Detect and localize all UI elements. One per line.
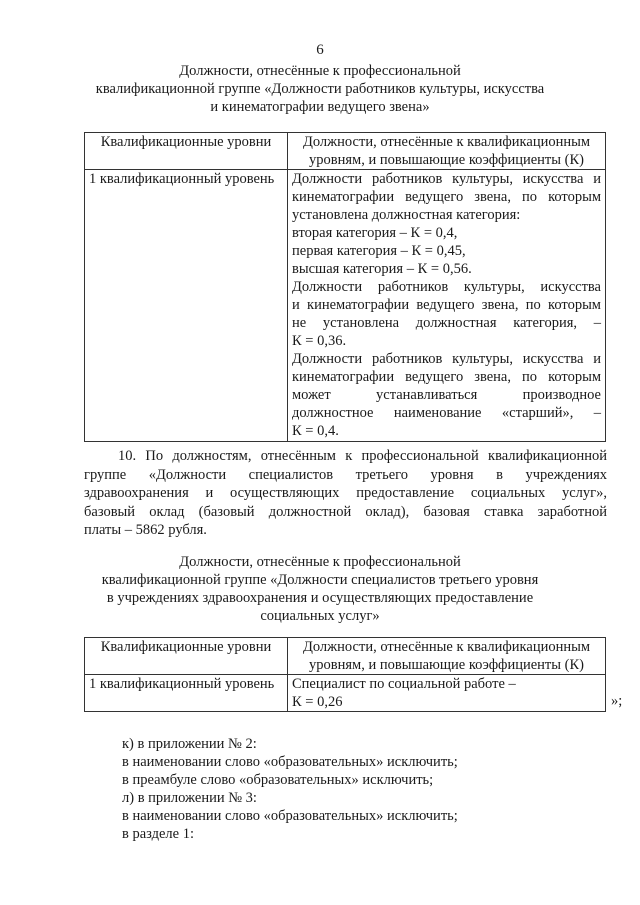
header-levels: Квалификационные уровни [85,638,288,675]
amendments-list [122,735,458,843]
title-line: квалификационной группе «Должности специалистов третьего уровня [101,572,539,588]
header-levels: Квалификационные уровни [85,133,288,170]
level-cell: 1 квалификационный уровень [85,170,288,442]
cell-line: Специалист по социальной работе – [292,676,516,692]
amendment-line: в преамбуле слово «образовательных» исключить; [122,772,434,788]
cell-line: Должности работников культуры, искусства и [292,171,601,187]
table-row [85,675,606,712]
cell-line: установлена должностная категория: [292,207,521,223]
cell-line: Должности работников культуры, искусства и [292,351,601,367]
title-line: квалификационной группе «Должности работников культуры, искусства [95,81,545,97]
table-header-row [85,638,606,675]
positions-cell [288,170,606,442]
amendment-line: л) в приложении № 3: [122,790,257,806]
page-number: 6 [316,42,324,58]
positions-cell [288,675,606,712]
title-line: и кинематографии ведущего звена» [210,99,430,115]
cell-line: не установлена должностная категория, – [292,315,601,331]
cell-line: Должности работников культуры, искусства [292,279,601,295]
closing-quote-mark: »; [611,693,623,709]
section1-title [0,62,640,116]
paragraph-line: здравоохранения и осуществляющих предоставление социальных услуг», [84,485,607,501]
paragraph-line: 10. По должностям, отнесённым к профессиональной квалификационной [118,448,607,464]
header-positions: Должности, отнесённые к квалификационным уровням, и повышающие коэффициенты (К) [288,638,606,675]
amendment-line: в наименовании слово «образовательных» исключить; [122,808,458,824]
cell-line: вторая категория – К = 0,4, [292,225,458,241]
cell-line: К = 0,36. [292,333,347,349]
section1-table [84,132,606,442]
cell-line: и кинематографии ведущего звена, по которым [292,297,601,313]
cell-line: первая категория – К = 0,45, [292,243,466,259]
cell-line: высшая категория – К = 0,56. [292,261,472,277]
amendment-line: в разделе 1: [122,826,195,842]
section2-title [0,553,640,625]
section2-table [84,637,606,712]
cell-line: К = 0,26 [292,694,343,710]
title-line: Должности, отнесённые к профессиональной [179,63,461,79]
cell-line: должностное наименование «старший», – [292,405,601,421]
cell-line: может устанавливаться производное [292,387,601,403]
cell-line: кинематографии ведущего звена, по которым [292,369,601,385]
amendment-line: к) в приложении № 2: [122,736,257,752]
title-line: социальных услуг» [260,608,380,624]
amendment-line: в наименовании слово «образовательных» исключить; [122,754,458,770]
header-positions: Должности, отнесённые к квалификационным уровням, и повышающие коэффициенты (К) [288,133,606,170]
title-line: Должности, отнесённые к профессиональной [179,554,461,570]
title-line: в учреждениях здравоохранения и осуществляющих предоставление [106,590,534,606]
paragraph-line: базовый оклад (базовый должностной оклад), базовая ставка заработной [84,503,607,520]
cell-line: кинематографии ведущего звена, по которым [292,189,601,205]
table-row [85,170,606,442]
cell-line: К = 0,4. [292,423,339,439]
paragraph-line: группе «Должности специалистов третьего уровня в учреждениях [84,466,607,483]
paragraph-line: платы – 5862 рубля. [84,522,207,538]
level-cell: 1 квалификационный уровень [85,675,288,712]
table-header-row [85,133,606,170]
paragraph-10 [84,447,607,540]
